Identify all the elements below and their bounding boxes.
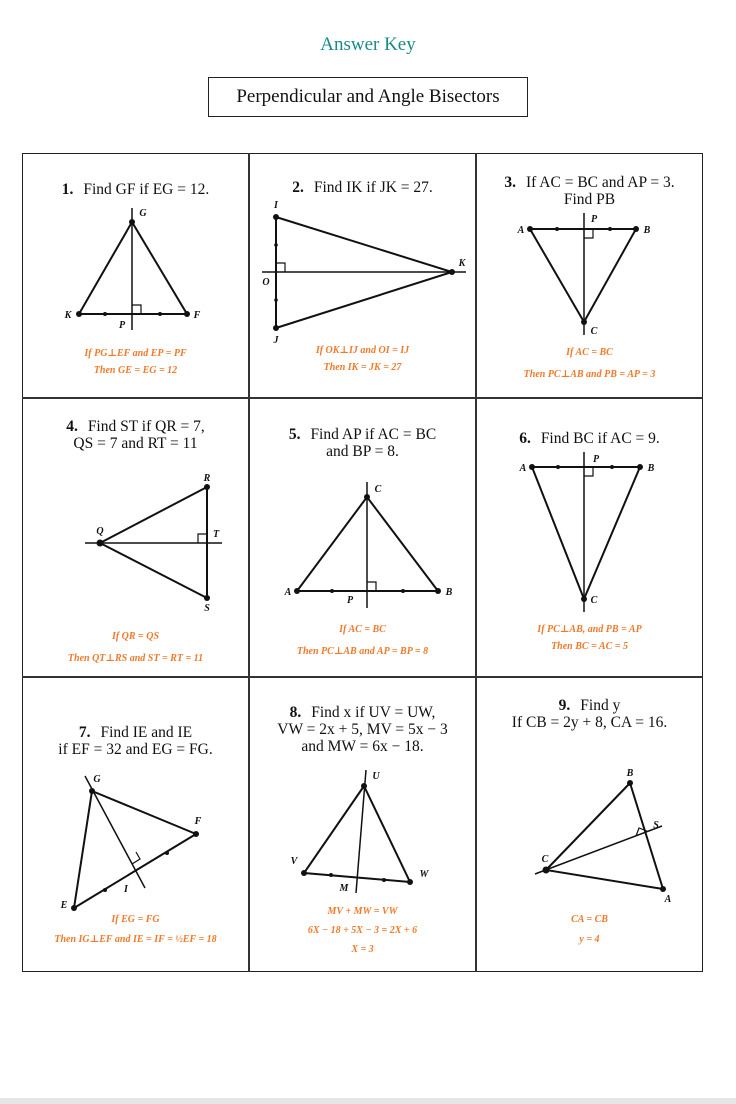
problem-7: 7. Find IE and IE if EF = 32 and EG = FG. (58, 724, 213, 758)
problem-3: 3. If AC = BC and AP = 3. Find PB (504, 174, 675, 208)
svg-text:B: B (445, 587, 453, 598)
diagram-8 (291, 770, 430, 894)
diagram-1 (64, 208, 201, 331)
svg-text:R: R (203, 473, 211, 484)
diagram-6 (519, 452, 655, 612)
svg-text:U: U (372, 771, 380, 782)
svg-text:B: B (626, 768, 634, 779)
problem-2: 2. Find IK if JK = 27. (292, 179, 433, 196)
svg-text:F: F (193, 310, 201, 321)
problem-8: 8. Find x if UV = UW, VW = 2x + 5, MV = 5x − 3 and MW = 6x − 18. (277, 704, 448, 755)
svg-text:C: C (374, 484, 382, 495)
svg-text:C: C (590, 595, 598, 606)
svg-text:O: O (262, 277, 270, 288)
problem-6: 6. Find BC if AC = 9. (519, 430, 660, 447)
answer-3: If AC = BC Then PC⊥AB and PB = AP = 3 (523, 347, 656, 380)
svg-text:C: C (590, 326, 598, 337)
svg-text:M: M (339, 883, 349, 894)
answer-4: If QR = QS Then QT⊥RS and ST = RT = 11 (67, 631, 204, 664)
svg-text:P: P (346, 595, 354, 606)
problem-9: 9. Find y If CB = 2y + 8, CA = 16. (511, 697, 668, 731)
answer-6: If PC⊥AB, and PB = AP Then BC = AC = 5 (537, 624, 642, 652)
svg-text:E: E (60, 900, 68, 911)
answer-9: CA = CB y = 4 (571, 914, 608, 945)
svg-text:T: T (212, 529, 220, 540)
answer-7: If EG = FG Then IG⊥EF and IE = IF = ½EF = 18 (54, 914, 217, 945)
svg-text:B: B (643, 225, 651, 236)
svg-text:G: G (93, 774, 101, 785)
diagram-4 (85, 473, 222, 614)
svg-text:A: A (664, 894, 672, 905)
svg-text:P: P (118, 320, 126, 331)
svg-text:J: J (273, 335, 279, 346)
page-bottom-edge (0, 1098, 736, 1104)
svg-text:A: A (517, 225, 525, 236)
svg-text:S: S (653, 820, 659, 831)
answer-1: If PG⊥EF and EP = PF Then GE = EG = 12 (84, 348, 187, 376)
svg-text:C: C (541, 854, 549, 865)
answer-8: MV + MW = VW 6X − 18 + 5X − 3 = 2X + 6 X = 3 (307, 906, 418, 955)
diagram-7 (60, 774, 202, 911)
answer-key-heading: Answer Key (320, 34, 416, 55)
diagram-3 (517, 213, 651, 337)
svg-text:K: K (64, 310, 72, 321)
svg-text:V: V (290, 856, 298, 867)
svg-text:A: A (284, 587, 292, 598)
worksheet-title: Perpendicular and Angle Bisectors (208, 77, 528, 117)
diagram-9 (535, 768, 672, 905)
svg-text:P: P (590, 214, 598, 225)
svg-text:W: W (419, 869, 429, 880)
svg-text:I: I (274, 200, 278, 211)
svg-text:I: I (124, 884, 128, 895)
answer-5: If AC = BC Then PC⊥AB and AP = BP = 8 (296, 624, 429, 657)
svg-text:Q: Q (96, 526, 104, 537)
problem-1: 1. Find GF if EG = 12. (61, 181, 210, 198)
problem-4: 4. Find ST if QR = 7, QS = 7 and RT = 11 (66, 418, 205, 452)
svg-text:B: B (647, 463, 655, 474)
svg-text:K: K (458, 258, 466, 269)
diagram-5 (284, 482, 453, 608)
svg-text:G: G (139, 208, 147, 219)
diagram-2 (262, 200, 467, 346)
answer-2: If OK⊥IJ and OI = IJ Then IK = JK = 27 (315, 345, 410, 373)
svg-text:P: P (592, 454, 600, 465)
problem-5: 5. Find AP if AC = BC and BP = 8. (288, 426, 437, 460)
svg-text:F: F (194, 816, 202, 827)
svg-text:S: S (204, 603, 210, 614)
svg-text:A: A (519, 463, 527, 474)
